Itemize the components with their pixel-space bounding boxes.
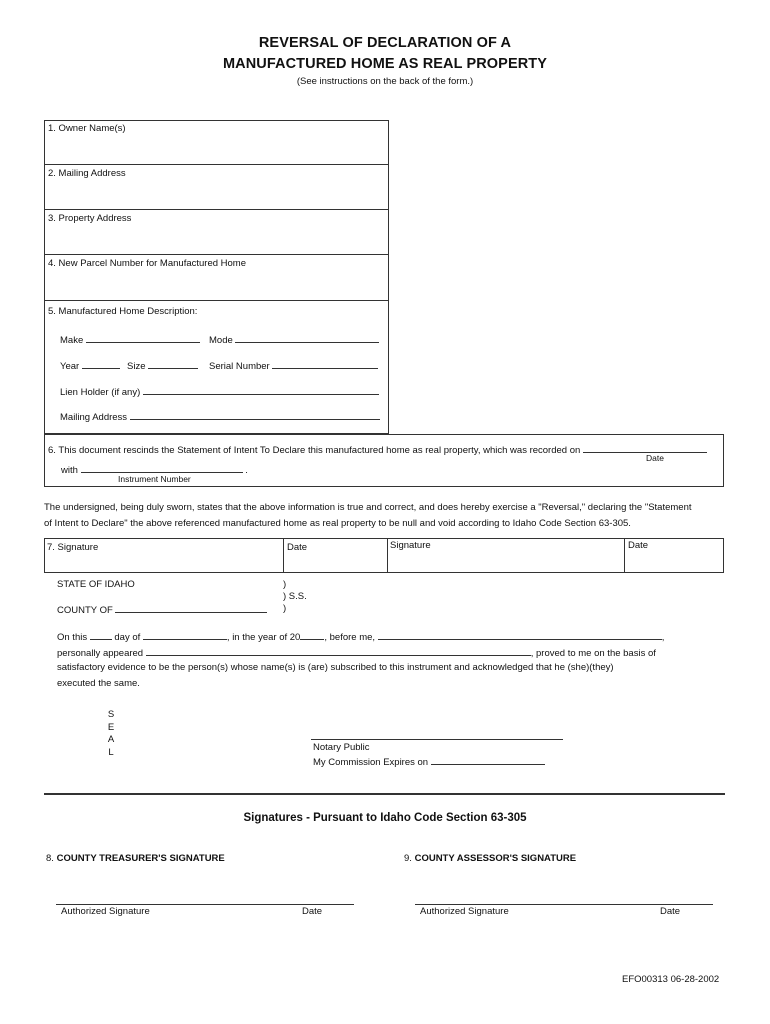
appeared-field[interactable] (146, 646, 531, 656)
mode-field[interactable] (209, 333, 379, 346)
assessor-authorized-label: Authorized Signature (420, 906, 509, 917)
divider (387, 538, 388, 573)
size-label: Size (127, 361, 146, 372)
commission-label: My Commission Expires on (313, 757, 429, 768)
size-field[interactable] (127, 359, 198, 372)
notary-line-1: On this day of , in the year of 20 , before me, , (57, 632, 665, 643)
divider (44, 300, 389, 301)
owner-signature-field[interactable]: 7. Signature (47, 542, 99, 553)
signatures-heading: Signatures - Pursuant to Idaho Code Section 63-305 (243, 812, 527, 824)
section-divider (44, 793, 725, 795)
divider (44, 164, 389, 165)
description-label: 5. Manufactured Home Description: (48, 306, 198, 317)
form-id: EFO00313 06-28-2002 (622, 974, 720, 985)
county-label: COUNTY OF (57, 605, 113, 616)
month-field[interactable] (143, 630, 227, 640)
divider (624, 538, 625, 573)
notary-line-4: executed the same. (57, 678, 140, 689)
commission-field[interactable] (313, 755, 545, 768)
treasurer-heading: 8. COUNTY TREASURER'S SIGNATURE (46, 853, 225, 864)
recorded-date-field[interactable] (583, 443, 707, 453)
oath-statement: The undersigned, being duly sworn, states that the above information is true and correct, and does hereby exercise a "Reversal," declaring the "Statement of Intent to Declare" the above referenced manufactured home as real property to be null and void according to Idaho Code Section 63-305. (44, 502, 692, 529)
mailing-address-field[interactable]: 2. Mailing Address (48, 168, 126, 179)
day-field[interactable] (90, 630, 112, 640)
serial-number-field[interactable] (209, 359, 378, 372)
rescind-text: 6. This document rescinds the Statement of Intent To Declare this manufactured home as real property, which was recorded on (48, 443, 707, 456)
assessor-date-label: Date (660, 906, 681, 917)
year-field[interactable] (60, 359, 120, 372)
with-label: with (61, 465, 78, 476)
notary-name-field[interactable] (378, 630, 662, 640)
county-field[interactable] (57, 603, 267, 616)
year-field[interactable] (300, 630, 324, 640)
form-title-line1: REVERSAL OF DECLARATION OF A (258, 35, 512, 51)
mode-label: Mode (209, 335, 233, 346)
lien-mailing-label: Mailing Address (60, 412, 128, 423)
ss-label: ) S.S. (283, 591, 307, 602)
notary-line-2: personally appeared , proved to me on the basis of (57, 648, 656, 659)
make-field[interactable] (60, 333, 200, 346)
form-title-line2: MANUFACTURED HOME AS REAL PROPERTY (222, 56, 548, 72)
form-subtitle: (See instructions on the back of the form.) (296, 76, 474, 87)
serial-number-label: Serial Number (209, 361, 270, 372)
divider (44, 254, 389, 255)
notary-public-label: Notary Public (313, 742, 370, 753)
year-label: Year (60, 361, 80, 372)
treasurer-signature-line[interactable] (56, 904, 354, 905)
make-label: Make (60, 335, 84, 346)
parcel-number-field[interactable]: 4. New Parcel Number for Manufactured Home (48, 258, 246, 269)
lien-mailing-address-field[interactable] (60, 410, 380, 423)
assessor-heading: 9. COUNTY ASSESSOR'S SIGNATURE (404, 853, 577, 864)
lien-holder-field[interactable] (60, 385, 379, 398)
notary-line-3: satisfactory evidence to be the person(s) whose name(s) is (are) subscribed to this instrument and acknowledged that he (she)(they) (57, 662, 614, 673)
signature-row (44, 538, 724, 573)
owner-names-field[interactable]: 1. Owner Name(s) (48, 123, 126, 134)
instrument-caption: Instrument Number (118, 474, 191, 484)
owner-date-field[interactable]: Date (287, 542, 308, 553)
treasurer-authorized-label: Authorized Signature (61, 906, 150, 917)
period: . (245, 465, 248, 476)
divider (283, 538, 284, 573)
seal-area: S E A L (107, 709, 115, 758)
paren: ) (283, 603, 287, 614)
notary-signature-line[interactable] (311, 739, 563, 740)
property-address-field[interactable]: 3. Property Address (48, 213, 132, 224)
second-date-field[interactable]: Date (628, 540, 649, 551)
recorded-date-caption: Date (646, 453, 664, 463)
state-label: STATE OF IDAHO (57, 579, 135, 590)
treasurer-date-label: Date (302, 906, 323, 917)
paren: ) (283, 579, 287, 590)
divider (44, 209, 389, 210)
assessor-signature-line[interactable] (415, 904, 713, 905)
second-signature-field[interactable]: Signature (390, 540, 431, 551)
lien-holder-label: Lien Holder (if any) (60, 387, 141, 398)
